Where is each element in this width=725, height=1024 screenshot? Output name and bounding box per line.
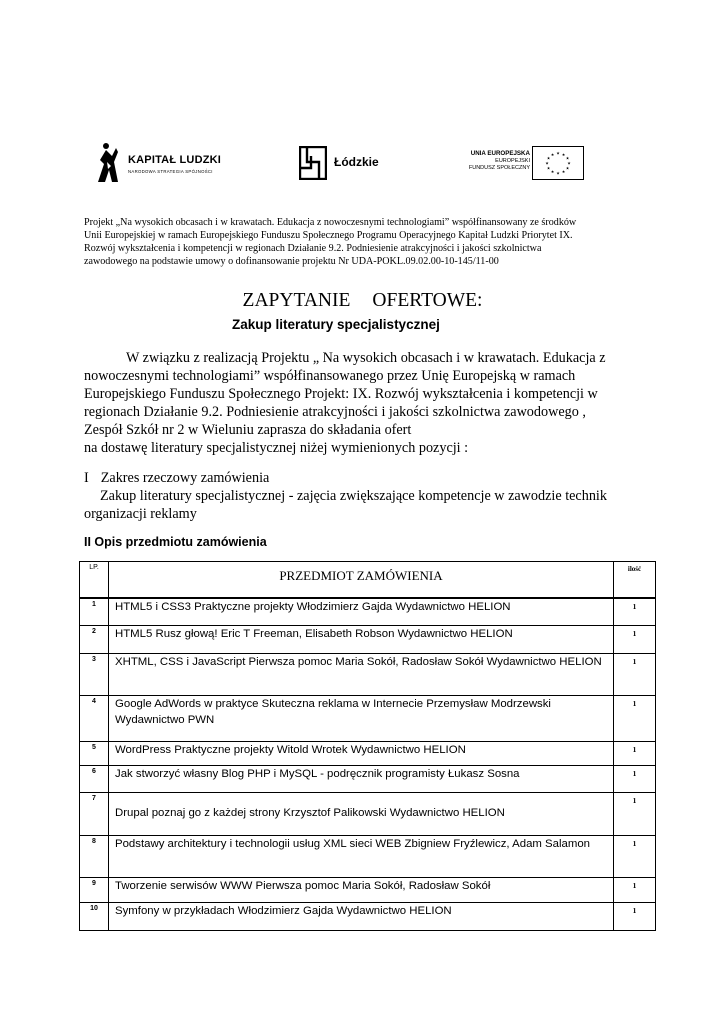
table-row [80, 793, 656, 836]
lodzkie-logo [299, 146, 389, 182]
row-number: 5 [80, 742, 109, 766]
row-description: WordPress Praktyczne projekty Witold Wrotek Wydawnictwo HELION [109, 742, 614, 766]
row-number: 10 [80, 903, 109, 931]
table-row [80, 766, 656, 793]
row-number: 8 [80, 836, 109, 878]
table-row [80, 696, 656, 742]
lodzkie-emblem-icon [299, 146, 327, 180]
eu-logo-text [469, 150, 530, 173]
project-info-line: Unii Europejskiej w ramach Europejskiego Funduszu Społecznego Programu Operacyjnego Kapitał Ludzki Priorytet IX. [84, 230, 573, 241]
table-header-row [80, 562, 656, 598]
eu-line1: UNIA EUROPEJSKA [470, 150, 530, 157]
row-number: 6 [80, 766, 109, 793]
section-1-line: organizacji reklamy [84, 506, 197, 522]
section-1-line: Zakup literatury specjalistycznej - zajęcia zwiększające kompetencje w zawodzie technik [100, 488, 607, 504]
svg-text:★: ★ [556, 150, 560, 156]
svg-text:★: ★ [565, 165, 570, 171]
row-number: 4 [80, 696, 109, 742]
table-row [80, 626, 656, 654]
title-word-1: ZAPYTANIE [242, 290, 351, 311]
row-description: Jak stworzyć własny Blog PHP i MySQL - podręcznik programisty Łukasz Sosna [109, 766, 614, 793]
row-description: Podstawy architektury i technologii usług XML sieci WEB Zbigniew Fryźlewicz, Adam Salamon [109, 836, 614, 878]
section-2-heading: II Opis przedmiotu zamówienia [84, 535, 267, 549]
svg-text:★: ★ [550, 169, 555, 174]
kapital-ludzki-subtitle: NARODOWA STRATEGIA SPÓJNOŚCI [128, 169, 213, 174]
kapital-ludzki-title: KAPITAŁ LUDZKI [128, 154, 222, 166]
intro-line: Europejskiego Funduszu Społecznego Projekt: IX. Rozwój wykształcenia i kompetencji w [84, 386, 598, 402]
row-number: 1 [80, 598, 109, 626]
intro-line: W związku z realizacją Projektu „ Na wysokich obcasach i w krawatach. Edukacja z [126, 350, 606, 366]
row-quantity: 1 [614, 654, 656, 696]
header-logos [92, 138, 592, 188]
row-description: Drupal poznaj go z każdej strony Krzysztof Palikowski Wydawnictwo HELION [109, 793, 614, 836]
document-subtitle: Zakup literatury specjalistycznej [232, 317, 440, 332]
row-quantity: 1 [614, 598, 656, 626]
row-quantity: 1 [614, 836, 656, 878]
kapital-ludzki-logo [92, 142, 232, 182]
header-item: PRZEDMIOT ZAMÓWIENIA [109, 562, 614, 598]
project-info-line: Rozwój wykształcenia i kompetencji w regionach Działanie 9.2. Podniesienie atrakcyjności i jakości szkolnictwa [84, 243, 542, 254]
intro-paragraph [84, 349, 644, 457]
eu-logo [448, 146, 588, 182]
title-word-2: OFERTOWE: [372, 290, 483, 311]
section-1-heading [84, 469, 644, 487]
row-description: HTML5 i CSS3 Praktyczne projekty Włodzimierz Gajda Wydawnictwo HELION [109, 598, 614, 626]
intro-line: regionach Działanie 9.2. Podniesienie atrakcyjności i jakości szkolnictwa zawodowego , [84, 404, 586, 420]
row-quantity: 1 [614, 903, 656, 931]
row-description: Symfony w przykładach Włodzimierz Gajda Wydawnictwo HELION [109, 903, 614, 931]
project-info [84, 216, 644, 268]
row-quantity: 1 [614, 626, 656, 654]
intro-line: Zespół Szkół nr 2 w Wieluniu zaprasza do składania ofert [84, 422, 412, 438]
lodzkie-name: Łódzkie [334, 155, 379, 169]
svg-text:★: ★ [561, 152, 566, 157]
document-title [0, 290, 725, 312]
row-description: Google AdWords w praktyce Skuteczna reklama w Internecie Przemysław Modrzewski Wydawnictwo PWN [109, 696, 614, 742]
section-1 [84, 469, 644, 523]
row-quantity: 1 [614, 793, 656, 836]
svg-text:★: ★ [556, 170, 560, 176]
section-1-numeral: I [84, 470, 89, 486]
svg-text:★: ★ [545, 160, 549, 166]
table-row [80, 878, 656, 903]
row-description: XHTML, CSS i JavaScript Pierwsza pomoc Maria Sokół, Radosław Sokół Wydawnictwo HELION [109, 654, 614, 696]
intro-line: na dostawę literatury specjalistycznej niżej wymienionych pozycji : [84, 440, 469, 456]
project-info-line: Projekt „Na wysokich obcasach i w krawatach. Edukacja z nowoczesnymi technologiami” współfinansowany ze środków [84, 217, 577, 228]
header-qty: ilość [614, 562, 656, 598]
table-row [80, 903, 656, 931]
header-lp: LP. [80, 562, 109, 598]
table-row [80, 836, 656, 878]
row-quantity: 1 [614, 878, 656, 903]
row-number: 2 [80, 626, 109, 654]
row-number: 7 [80, 793, 109, 836]
kapital-ludzki-figure-icon [94, 142, 120, 184]
row-quantity: 1 [614, 742, 656, 766]
eu-line2: EUROPEJSKI [495, 157, 530, 164]
table-row [80, 598, 656, 626]
table-row [80, 654, 656, 696]
intro-line: nowoczesnymi technologiami” współfinansowanego przez Unię Europejską w ramach [84, 368, 576, 384]
table-row [80, 742, 656, 766]
svg-text:★: ★ [567, 160, 571, 166]
row-description: HTML5 Rusz głową! Eric T Freeman, Elisabeth Robson Wydawnictwo HELION [109, 626, 614, 654]
svg-text:★: ★ [546, 155, 551, 161]
eu-line3: FUNDUSZ SPOŁECZNY [468, 165, 530, 171]
row-description: Tworzenie serwisów WWW Pierwsza pomoc Maria Sokół, Radosław Sokół [109, 878, 614, 903]
row-quantity: 1 [614, 766, 656, 793]
svg-text:★: ★ [550, 152, 555, 157]
section-1-title: Zakres rzeczowy zamówienia [100, 470, 270, 486]
row-number: 9 [80, 878, 109, 903]
svg-text:★: ★ [546, 165, 551, 171]
row-quantity: 1 [614, 696, 656, 742]
row-number: 3 [80, 654, 109, 696]
project-info-line: zawodowego na podstawie umowy o dofinansowanie projektu Nr UDA-POKL.09.02.00-10-145/11-00 [84, 256, 499, 267]
svg-text:★: ★ [561, 169, 566, 174]
svg-text:★: ★ [565, 155, 570, 161]
order-items-table [79, 561, 656, 931]
eu-flag-icon [532, 146, 584, 180]
